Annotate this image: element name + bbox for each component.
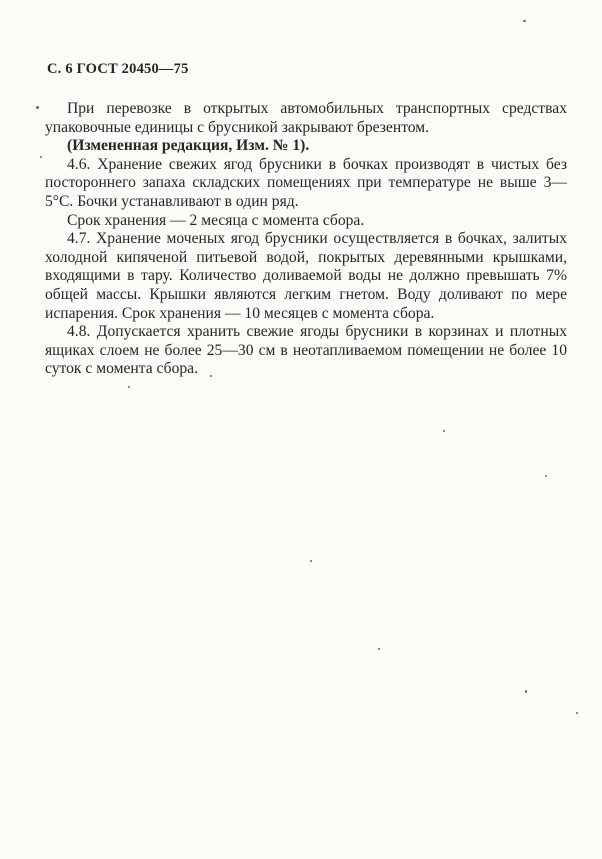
scan-speck (576, 712, 578, 714)
scan-speck (40, 156, 42, 158)
scan-speck (523, 20, 526, 22)
scan-speck (36, 106, 39, 109)
scan-speck (310, 560, 312, 562)
edit-note: (Измененная редакция, Изм. № 1). (67, 137, 310, 155)
document-body (45, 100, 567, 379)
paragraph-4-8: 4.8. Допускается хранить свежие ягоды брусники в корзинах и плотных ящиках слоем не более 25—30 см в неотапливаемом помещении не более 10 суток с момента сбора. (45, 323, 567, 378)
paragraph-4-6: 4.6. Хранение свежих ягод брусники в бочках производят в чистых без постороннего запаха складских помещениях при температуре не выше 3—5°С. Бочки устанавливают в один ряд. (45, 155, 567, 210)
scan-speck (525, 690, 527, 693)
paragraph-4-6-term: Срок хранения — 2 месяца с момента сбора. (67, 211, 365, 229)
paragraph-transport: При перевозке в открытых автомобильных транспортных средствах упаковочные единицы с брусникой закрывают брезентом. (45, 100, 567, 136)
paragraph-4-7: 4.7. Хранение моченых ягод брусники осуществляется в бочках, залитых холодной кипяченой питьевой водой, покрытых деревянными крышками, входящими в тару. Количество доливаемой воды не должно превышать 7% общей массы. Крышки являются легким гнетом. Воду доливают по мере испарения. Срок хранения — 10 месяцев с момента сбора. (45, 230, 567, 322)
page-header: С. 6 ГОСТ 20450—75 (47, 61, 189, 77)
scan-speck (378, 648, 380, 650)
scan-speck (128, 386, 130, 388)
scan-speck (443, 430, 445, 432)
scan-speck (545, 475, 547, 477)
scan-speck (210, 375, 212, 377)
